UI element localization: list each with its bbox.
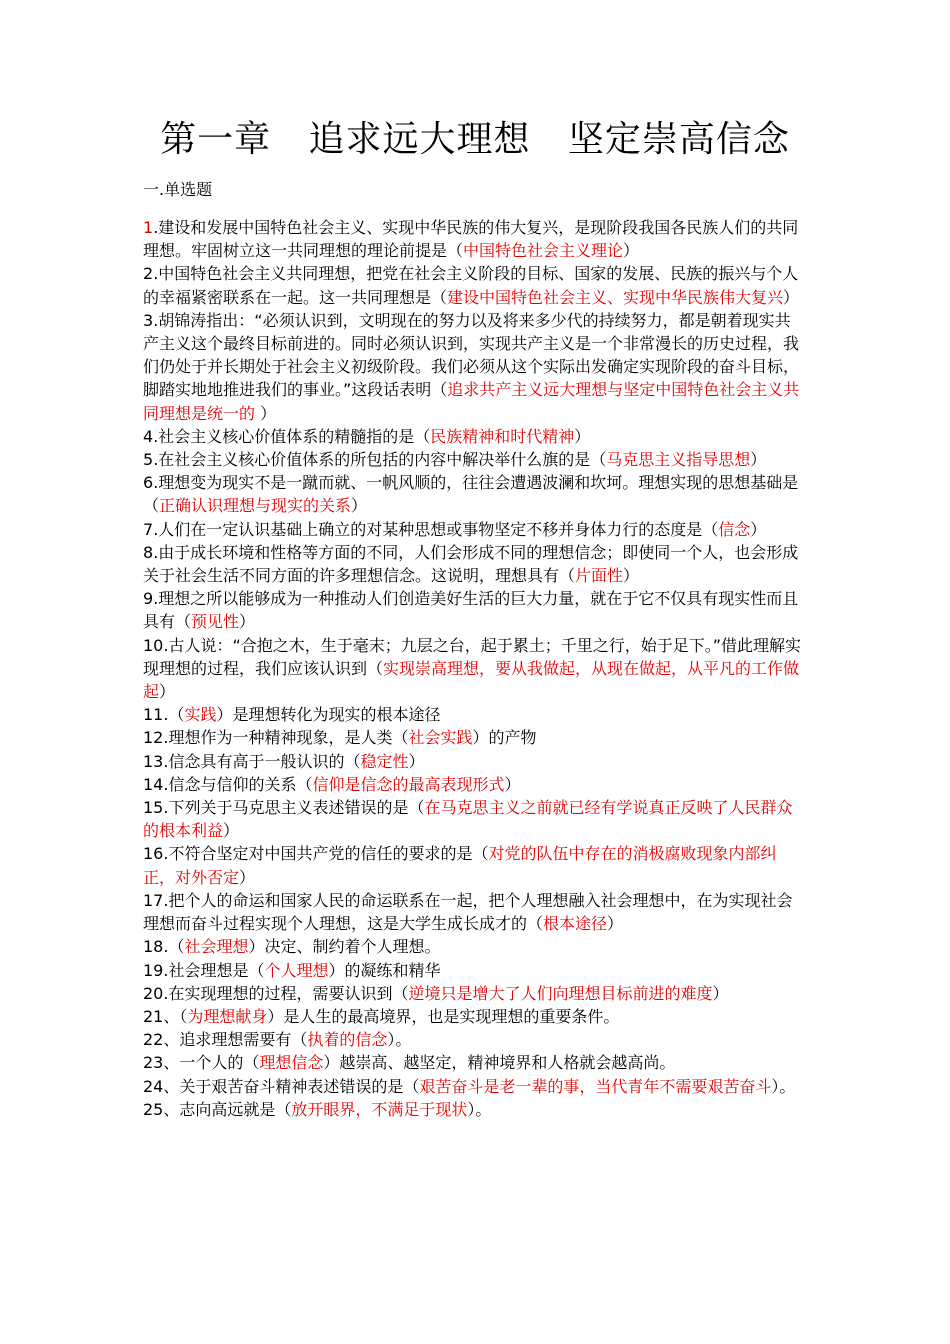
question-answer: 实现崇高理想，要从我做起，从现在做起，从平凡的工作做起	[143, 658, 800, 702]
question-number: 15	[143, 798, 164, 818]
question-text-end: ）。	[387, 1030, 412, 1050]
question-text-end: ）越崇高、越坚定，精神境界和人格就会越高尚。	[323, 1053, 676, 1073]
question-text-end: ）	[159, 682, 176, 702]
question-text: 、志向高远就是（	[163, 1099, 292, 1119]
question-item	[143, 1028, 803, 1051]
question-text: 、追求理想需要有（	[163, 1030, 308, 1050]
question-item	[143, 982, 803, 1005]
question-item	[143, 262, 803, 308]
question-answer: 预见性	[191, 612, 240, 632]
question-text: .胡锦涛指出：“必须认识到，文明现在的努力以及将来多少代的持续努力，都是朝着现实共产主义这个最终目标前进的。同时必须认识到，实现共产主义是一个非常漫长的历史过程，我们仍处于并长期处于社会主义初级阶段。我们必须从这个实际出发确定实现阶段的奋斗目标，脚踏实地地推进我们的事业。”这段话表明（	[143, 310, 800, 400]
question-item	[143, 448, 803, 471]
question-item	[143, 541, 803, 587]
question-answer: 社会实践	[408, 728, 473, 748]
question-text: .信念与信仰的关系（	[163, 774, 313, 794]
question-answer: 根本途径	[543, 914, 608, 934]
question-number: 1	[143, 218, 154, 237]
question-text-end: ）	[712, 983, 729, 1003]
question-number: 18	[143, 937, 164, 957]
question-answer: 追求共产主义远大理想与坚定中国特色社会主义共同理想是统一的	[143, 380, 800, 423]
question-item	[143, 1075, 803, 1098]
chapter-title: 第一章 追求远大理想 坚定崇高信念	[160, 119, 790, 160]
question-number: 21	[143, 1006, 164, 1026]
question-text-end: ）	[750, 519, 767, 539]
question-item	[143, 518, 803, 541]
question-text: .（	[163, 705, 185, 725]
question-text-end: ）是理想转化为现实的根本途径	[216, 705, 441, 725]
question-item	[143, 216, 803, 262]
question-number: 13	[143, 751, 164, 771]
question-answer: 艰苦奋斗是老一辈的事，当代青年不需要艰苦奋斗	[419, 1076, 772, 1096]
question-number: 4	[143, 426, 154, 446]
question-text-end: ）	[223, 821, 240, 841]
question-number: 14	[143, 774, 164, 794]
question-number: 6	[143, 473, 154, 493]
question-answer: 片面性	[575, 566, 624, 586]
question-text-end: ）	[623, 566, 640, 586]
question-answer: 为理想献身	[187, 1006, 268, 1026]
question-answer: 在马克思主义之前就已经有学说真正反映了人民群众的根本利益	[143, 798, 793, 841]
question-text-end: ）	[239, 612, 256, 632]
question-answer: 中国特色社会主义理论	[463, 241, 624, 261]
question-number: 16	[143, 844, 164, 864]
question-answer: 个人理想	[264, 960, 329, 980]
question-text-end: ）。	[771, 1076, 796, 1096]
question-number: 11	[143, 705, 164, 725]
question-item	[143, 703, 803, 726]
question-text: .中国特色社会主义共同理想，把党在社会主义阶段的目标、国家的发展、民族的振兴与个人的幸福紧密联系在一起。这一共同理想是（	[143, 264, 799, 307]
question-text-end: ）。	[467, 1099, 492, 1119]
question-answer: 正确认识理想与现实的关系	[159, 496, 352, 516]
question-answer: 民族精神和时代精神	[430, 426, 575, 446]
question-text-end: ）	[623, 241, 640, 261]
question-answer: 马克思主义指导思想	[606, 450, 751, 470]
question-number: 25	[143, 1099, 164, 1119]
question-item	[143, 587, 803, 633]
question-item	[143, 796, 803, 842]
question-item	[143, 471, 803, 517]
question-text: .在实现理想的过程，需要认识到（	[163, 983, 409, 1003]
question-answer: 建设中国特色社会主义、实现中华民族伟大复兴	[447, 287, 784, 307]
question-item	[143, 750, 803, 773]
question-text: 、（	[163, 1006, 188, 1026]
question-item	[143, 842, 803, 888]
question-item	[143, 935, 803, 958]
question-number: 7	[143, 519, 154, 539]
question-number: 10	[143, 635, 164, 655]
question-item	[143, 959, 803, 982]
question-text-end: ）	[750, 450, 767, 470]
question-text-end: ）	[504, 774, 521, 794]
question-text-end: ）	[260, 403, 277, 423]
question-answer: 信仰是信念的最高表现形式	[312, 774, 505, 794]
question-text: 、一个人的（	[163, 1053, 260, 1073]
question-text: .由于成长环境和性格等方面的不同，人们会形成不同的理想信念；即使同一个人，也会形成关于社会生活不同方面的许多理想信念。这说明，理想具有（	[143, 542, 799, 586]
question-number: 17	[143, 890, 164, 910]
question-text: .人们在一定认识基础上确立的对某种思想或事物坚定不移并身体力行的态度是（	[153, 519, 719, 539]
question-text-end: ）	[239, 867, 256, 887]
question-answer: 信念	[718, 519, 751, 539]
question-text-end: ）	[783, 287, 800, 307]
question-item	[143, 1098, 803, 1121]
question-text: 、关于艰苦奋斗精神表述错误的是（	[163, 1076, 420, 1096]
question-text: .建设和发展中国特色社会主义、实现中华民族的伟大复兴，是现阶段我国各民族人们的共同理想。牢固树立这一共同理想的理论前提是（	[143, 218, 799, 261]
question-number: 8	[143, 542, 154, 562]
question-number: 23	[143, 1053, 164, 1073]
question-text: .信念具有高于一般认识的（	[163, 751, 361, 771]
question-number: 9	[143, 589, 154, 609]
question-answer: 稳定性	[360, 751, 409, 771]
question-text-end: ）的凝练和精华	[328, 960, 441, 980]
section-heading: 一.单选题	[143, 180, 213, 199]
question-number: 22	[143, 1030, 164, 1050]
question-text-end: ）决定、制约着个人理想。	[248, 937, 441, 957]
question-item	[143, 1005, 803, 1028]
question-text-end: ）	[351, 496, 368, 516]
question-text-end: ）	[408, 751, 425, 771]
question-text: .（	[163, 937, 185, 957]
question-answer: 逆境只是增大了人们向理想目标前进的难度	[408, 983, 713, 1003]
question-number: 2	[143, 264, 154, 284]
question-text-end: ）	[607, 914, 624, 934]
question-text: .把个人的命运和国家人民的命运联系在一起，把个人理想融入社会理想中，在为实现社会理想而奋斗过程实现个人理想，这是大学生成长成才的（	[143, 890, 793, 934]
question-number: 12	[143, 728, 164, 748]
question-list	[143, 216, 803, 1121]
question-number: 5	[143, 450, 154, 470]
question-answer: 社会理想	[184, 937, 249, 957]
question-answer: 放开眼界，不满足于现状	[291, 1099, 468, 1119]
question-answer: 理想信念	[259, 1053, 324, 1073]
question-text: .社会理想是（	[163, 960, 265, 980]
question-number: 19	[143, 960, 164, 980]
question-item	[143, 634, 803, 704]
question-text-end: ）是人生的最高境界，也是实现理想的重要条件。	[267, 1006, 620, 1026]
question-text-end: ）	[574, 426, 591, 446]
question-answer: 对党的队伍中存在的消极腐败现象内部纠正，对外否定	[143, 844, 777, 887]
question-number: 3	[143, 310, 154, 330]
question-text: .理想之所以能够成为一种推动人们创造美好生活的巨大力量，就在于它不仅具有现实性而且具有（	[143, 589, 799, 632]
question-text: .古人说：“合抱之木，生于毫末；九层之台，起于累土；千里之行，始于足下。”借此理解实现理想的过程，我们应该认识到（	[143, 635, 802, 678]
question-text: .理想作为一种精神现象，是人类（	[163, 728, 409, 748]
question-answer: 实践	[184, 705, 217, 725]
question-text: .下列关于马克思主义表述错误的是（	[163, 798, 425, 818]
question-item	[143, 425, 803, 448]
question-item	[143, 889, 803, 935]
question-item	[143, 773, 803, 796]
question-text: .社会主义核心价值体系的精髓指的是（	[153, 426, 431, 446]
question-text: .不符合坚定对中国共产党的信任的要求的是（	[163, 844, 489, 864]
question-text-end: ）的产物	[472, 728, 537, 748]
question-answer: 执着的信念	[307, 1030, 388, 1050]
question-number: 24	[143, 1076, 164, 1096]
question-text: .理想变为现实不是一蹴而就、一帆风顺的，往往会遭遇波澜和坎坷。理想实现的思想基础是（	[143, 473, 799, 516]
question-item	[143, 309, 803, 425]
question-number: 20	[143, 983, 164, 1003]
question-item	[143, 1051, 803, 1074]
question-text: .在社会主义核心价值体系的所包括的内容中解决举什么旗的是（	[153, 450, 607, 470]
question-item	[143, 726, 803, 749]
